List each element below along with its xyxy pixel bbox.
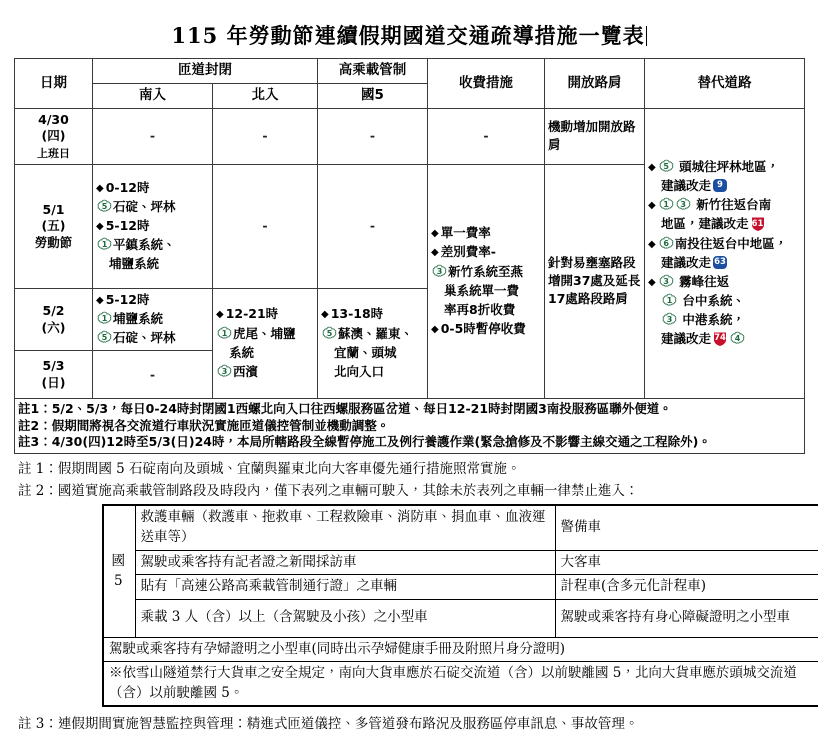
- header-ramp-north: 北入: [213, 84, 318, 109]
- national-freeway-shield-icon: [217, 364, 232, 379]
- location-text: 虎尾、埔鹽: [233, 325, 296, 341]
- alt-item-4-text3: 中港系統，: [682, 312, 745, 328]
- national-freeway-shield-icon: [97, 237, 112, 252]
- header-hov: 高乘載管制: [318, 59, 428, 84]
- national-freeway-shield-icon: [659, 159, 674, 174]
- page-title: [14, 0, 804, 58]
- alt-item-4-text: 霧峰往返: [679, 273, 730, 289]
- diamond-bullet-icon: ◆: [431, 323, 439, 335]
- cell-hov-span: [318, 289, 428, 399]
- vehicle-row-4: [103, 599, 818, 637]
- ramp-south-time-1: [96, 291, 209, 309]
- cell-ramp-south-0430: -: [93, 109, 213, 165]
- table-header-row-1: [15, 59, 805, 84]
- diamond-bullet-icon: ◆: [96, 182, 104, 194]
- shield-number: 3: [666, 315, 673, 325]
- location-text: 西濱: [233, 363, 259, 379]
- toll-line-6: [431, 320, 541, 338]
- hov-loc-3: 北向入口: [334, 363, 385, 379]
- shield-number: 3: [663, 276, 669, 286]
- diamond-bullet-icon: ◆: [216, 309, 224, 321]
- shield-number: 4: [734, 334, 741, 344]
- date-day: (五): [41, 218, 66, 234]
- vehicle-full-row: 駕駛或乘客持有孕婦證明之小型車(同時出示孕婦健康手冊及附照片身分證明): [103, 637, 818, 662]
- toll-text: 單一費率: [440, 225, 491, 241]
- shield-number: 5: [101, 201, 108, 211]
- national-freeway-shield-icon: [432, 264, 447, 279]
- cell-ramp-north-0501: -: [213, 165, 318, 289]
- vehicle-right-2: 大客車: [555, 550, 818, 575]
- time-range: 13-18時: [330, 306, 384, 322]
- alt-item-2-line2: [648, 215, 801, 233]
- alt-item-1-prefix: 建議改走: [661, 178, 712, 194]
- table-row-0430: [15, 109, 805, 165]
- shield-number: 5: [101, 333, 108, 343]
- time-range: 5-12時: [105, 217, 150, 233]
- text-cursor: [646, 26, 647, 46]
- cell-ramp-north-span: [213, 289, 318, 399]
- vehicle-left-1: 救護車輛（救護車、拖救車、工程救險車、消防車、捐血車、血液運送車等）: [135, 505, 555, 550]
- time-range: 0-12時: [105, 179, 150, 195]
- diamond-bullet-icon: ◆: [648, 238, 656, 250]
- ramp-south-time-1: [96, 179, 209, 197]
- toll-line-1: [431, 224, 541, 242]
- lower-note-1: 註 1：假期間國 5 石碇南向及頭城、宜蘭與羅東北向大客車優先通行措施照常實施。: [18, 460, 521, 477]
- alt-item-4-line3: [648, 311, 801, 329]
- national-freeway-shield-icon: [97, 199, 112, 214]
- toll-text: 差別費率-: [440, 244, 496, 260]
- date-main: 5/1: [42, 201, 65, 217]
- toll-line-3: [431, 263, 541, 281]
- alt-item-1-line2: [648, 177, 801, 195]
- cell-ramp-north-0430: -: [213, 109, 318, 165]
- date-day: (六): [41, 319, 66, 335]
- toll-line-4: 巢系統單一費: [444, 282, 520, 298]
- cell-hov-0501: -: [318, 165, 428, 289]
- cell-hov-0430: -: [318, 109, 428, 165]
- alt-item-2-text: 新竹往返台南: [696, 197, 772, 213]
- national-freeway-shield-icon: [659, 274, 674, 289]
- cell-shoulder-span: [545, 165, 645, 399]
- date-day: (四): [41, 128, 66, 144]
- alt-item-2-prefix: 地區，建議改走: [661, 216, 749, 232]
- alt-item-4-line2: [648, 292, 801, 310]
- header-shoulder: 開放路肩: [545, 59, 645, 109]
- expressway-badge-icon: [750, 216, 766, 232]
- page-title-text: 115 年勞動節連續假期國道交通疏導措施一覽表: [171, 23, 645, 48]
- ramp-south-time-2: [96, 217, 209, 235]
- shield-number: 1: [666, 295, 673, 305]
- cell-date-0502: [15, 289, 93, 351]
- location-text: 埔鹽系統: [113, 311, 164, 327]
- diamond-bullet-icon: ◆: [648, 276, 656, 288]
- vehicle-right-4: 駕駛或乘客持有身心障礙證明之小型車: [555, 599, 818, 637]
- shoulder-span-text: 針對易壅塞路段增開37處及延長17處路段路肩: [548, 255, 641, 307]
- cell-date-0503: [15, 351, 93, 399]
- vehicle-note-row: [103, 662, 818, 707]
- diamond-bullet-icon: ◆: [431, 228, 439, 240]
- footnote-1: 註1：5/2、5/3，每日0-24時封閉國1西螺北向入口往西螺服務區岔道、每日12-21時封閉國3南投服務區聯外便道。: [18, 401, 672, 417]
- cell-date-0501: [15, 165, 93, 289]
- vehicle-row-1: [103, 505, 818, 550]
- traffic-measures-table: [14, 58, 805, 454]
- date-day: (日): [41, 374, 66, 390]
- diamond-bullet-icon: ◆: [648, 200, 656, 212]
- alt-item-3-line2: [648, 254, 801, 272]
- diamond-bullet-icon: ◆: [648, 162, 656, 174]
- cell-footnotes: [15, 399, 805, 454]
- ramp-south-loc-1: [96, 198, 209, 216]
- vehicle-row-2: [103, 550, 818, 575]
- vehicle-right-1: 警備車: [555, 505, 818, 550]
- date-main: 5/3: [42, 358, 65, 374]
- shield-number: 1: [101, 240, 108, 250]
- diamond-bullet-icon: ◆: [431, 247, 439, 259]
- shield-number: 5: [663, 162, 669, 172]
- permitted-vehicles-table: [102, 504, 818, 707]
- date-note: 勞動節: [34, 234, 73, 250]
- hov-loc-2: 宜蘭、頭城: [334, 344, 397, 360]
- toll-text: 0-5時暫停收費: [440, 320, 526, 336]
- national-freeway-shield-icon: [659, 197, 674, 212]
- alt-item-4-line1: [648, 273, 801, 291]
- toll-text: 新竹系統至燕: [448, 263, 524, 279]
- diamond-bullet-icon: ◆: [96, 295, 104, 306]
- ramp-south-loc-1: [96, 310, 209, 328]
- vehicle-right-3: 計程車(含多元化計程車): [555, 575, 818, 600]
- alt-item-3-prefix: 建議改走: [661, 254, 712, 270]
- alt-item-1-line1: [648, 158, 801, 176]
- national-freeway-shield-icon: [322, 326, 337, 341]
- hov-loc-1: [321, 325, 424, 343]
- location-text: 石碇、坪林: [113, 330, 176, 346]
- date-main: 5/2: [42, 303, 65, 319]
- alt-item-2-line1: [648, 196, 801, 214]
- cell-ramp-south-0502: [93, 289, 213, 351]
- badge-number: 61: [751, 218, 764, 229]
- ramp-south-loc-3: 埔鹽系統: [109, 256, 160, 272]
- header-toll: 收費措施: [428, 59, 545, 109]
- location-text: 蘇澳、羅東、: [338, 325, 414, 341]
- diamond-bullet-icon: ◆: [321, 309, 329, 321]
- shield-number: 6: [663, 238, 669, 248]
- header-ramp-south: 南入: [93, 84, 213, 109]
- lower-note-2: 註 2：國道實施高乘載管制路段及時段內，僅下表列之車輛可駛入，其餘未於表列之車輛一律禁止進入：: [18, 483, 639, 500]
- header-hov-sub: 國5: [318, 84, 428, 109]
- alt-item-4-prefix: 建議改走: [661, 331, 712, 347]
- alt-item-1-text: 頭城往坪林地區，: [679, 159, 780, 175]
- vehicle-row-3: [103, 575, 818, 600]
- alt-item-3-text: 南投往返台中地區，: [674, 235, 788, 251]
- badge-number: 63: [714, 256, 726, 267]
- shoulder-text: 機動增加開放路肩: [548, 118, 636, 152]
- header-ramp-closure: 匝道封閉: [93, 59, 318, 84]
- vehicle-left-3: 貼有「高速公路高乘載管制通行證」之車輛: [135, 575, 555, 600]
- alt-item-4-line4: [648, 330, 801, 348]
- lower-note-3: 註 3：連假期間實施智慧監控與管理：精進式匝道儀控、多管道發布路況及服務區停車訊息、事故管理。: [18, 716, 639, 732]
- alt-item-4-text2: 台中系統、: [682, 292, 745, 308]
- cell-date-0430: [15, 109, 93, 165]
- national-freeway-shield-icon: [730, 331, 745, 346]
- header-date: 日期: [15, 59, 93, 109]
- ramp-south-loc-2: [96, 236, 209, 254]
- toll-line-5: 率再8折收費: [444, 301, 516, 317]
- cell-alt-route-span: [645, 109, 805, 399]
- shield-number: 5: [326, 328, 333, 338]
- cell-ramp-south-0503: -: [93, 351, 213, 399]
- alt-item-3-line1: [648, 235, 801, 253]
- vehicle-row-label: 國 5: [103, 505, 135, 637]
- provincial-highway-badge-icon: [712, 255, 728, 270]
- cell-toll-span: [428, 165, 545, 399]
- shield-number: 3: [680, 200, 686, 210]
- location-text: 平鎮系統、: [113, 237, 176, 253]
- ramp-north-loc-2: 系統: [229, 344, 255, 360]
- expressway-badge-icon: [712, 331, 728, 347]
- national-freeway-shield-icon: [217, 326, 232, 341]
- provincial-highway-badge-icon: [712, 178, 728, 193]
- cell-ramp-south-0501: [93, 165, 213, 289]
- date-main: 4/30: [38, 111, 69, 127]
- ramp-north-time: [216, 305, 314, 323]
- vehicle-left-4: 乘載 3 人（含）以上（含駕駛及小孩）之小型車: [135, 599, 555, 637]
- cell-shoulder-0430: [545, 109, 645, 165]
- time-range: 5-12時: [105, 292, 150, 307]
- national-freeway-shield-icon: [659, 236, 674, 251]
- header-alt-route: 替代道路: [645, 59, 805, 109]
- time-range: 12-21時: [225, 306, 279, 322]
- shield-number: 1: [221, 328, 228, 338]
- national-freeway-shield-icon: [676, 197, 691, 212]
- shield-number: 1: [101, 314, 108, 324]
- shield-number: 3: [436, 266, 443, 276]
- badge-number: 74: [714, 333, 726, 344]
- table-footnotes-row: [15, 399, 805, 454]
- ramp-north-loc-3: [216, 363, 314, 381]
- vehicle-left-2: 駕駛或乘客持有記者證之新聞採訪車: [135, 550, 555, 575]
- badge-number: 9: [717, 180, 723, 191]
- footnote-3: 註3：4/30(四)12時至5/3(日)24時，本局所轄路段全線暫停施工及例行養護作業(緊急搶修及不影響主線交通之工程除外)。: [18, 434, 711, 450]
- cell-toll-0430: -: [428, 109, 545, 165]
- hov-time: [321, 305, 424, 323]
- shield-number: 3: [221, 366, 228, 376]
- location-text: 石碇、坪林: [113, 198, 176, 214]
- shield-number: 1: [663, 200, 669, 210]
- national-freeway-shield-icon: [662, 293, 677, 308]
- ramp-north-loc-1: [216, 325, 314, 343]
- vehicle-row-full: [103, 637, 818, 662]
- national-freeway-shield-icon: [97, 330, 112, 345]
- national-freeway-shield-icon: [97, 311, 112, 326]
- date-note: 上班日: [37, 146, 70, 160]
- diamond-bullet-icon: ◆: [96, 220, 104, 232]
- national-freeway-shield-icon: [662, 312, 677, 327]
- vehicle-table-note: ※依雪山隧道禁行大貨車之安全規定，南向大貨車應於石碇交流道（含）以前駛離國 5，北向大貨車應於頭城交流道（含）以前駛離國 5。: [103, 662, 818, 707]
- toll-line-2: [431, 243, 541, 261]
- ramp-south-loc-2: [96, 329, 209, 347]
- footnote-2: 註2：假期間將視各交流道行車狀況實施匝道儀控管制並機動調整。: [18, 417, 390, 433]
